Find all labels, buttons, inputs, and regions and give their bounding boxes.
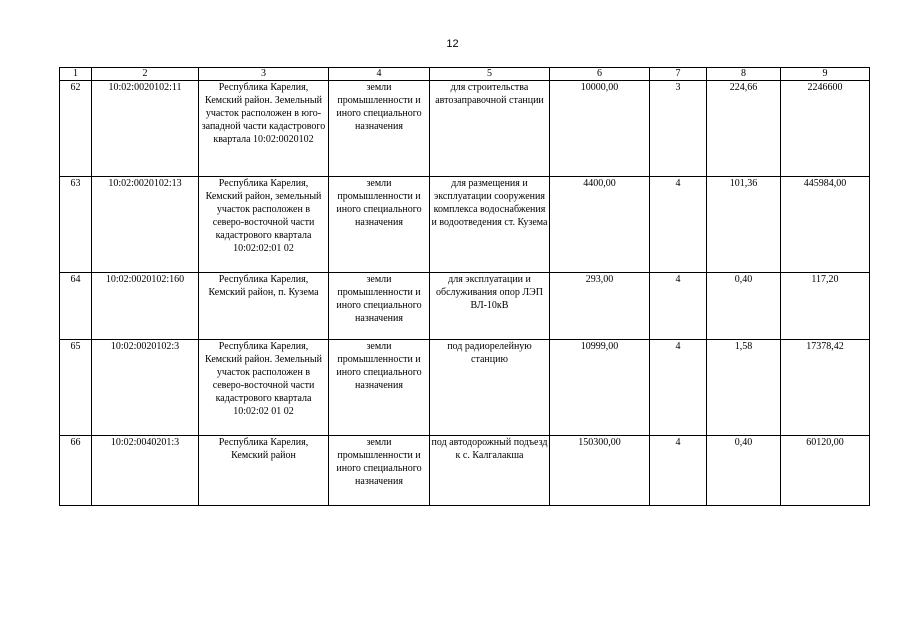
col-header: 2: [92, 68, 199, 81]
col-header: 3: [199, 68, 329, 81]
col-header: 5: [430, 68, 550, 81]
column-8-cell: 0,40: [707, 273, 781, 340]
cadastral-number: 10:02:0020102:13: [92, 177, 199, 273]
location-cell: Республика Карелия, Кемский район, п. Кузема: [199, 273, 329, 340]
row-number: 64: [60, 273, 92, 340]
cadastral-number: 10:02:0020102:160: [92, 273, 199, 340]
location-cell: Республика Карелия, Кемский район, земельный участок расположен в северо-восточной части кадастрового квартала 10:02:02:01 02: [199, 177, 329, 273]
col-header: 6: [550, 68, 650, 81]
column-7-cell: 4: [650, 340, 707, 436]
permitted-use-cell: для эксплуатации и обслуживания опор ЛЭП ВЛ-10кВ: [430, 273, 550, 340]
table-row: [60, 436, 870, 506]
col-header: 1: [60, 68, 92, 81]
land-category-cell: земли промышленности и иного специального назначения: [329, 340, 430, 436]
column-8-cell: 101,36: [707, 177, 781, 273]
header-row: [60, 68, 870, 81]
land-category-cell: земли промышленности и иного специального назначения: [329, 81, 430, 177]
col-header: 9: [781, 68, 870, 81]
row-number: 65: [60, 340, 92, 436]
column-8-cell: 0,40: [707, 436, 781, 506]
area-cell: 10999,00: [550, 340, 650, 436]
cadastral-number: 10:02:0020102:3: [92, 340, 199, 436]
column-9-cell: 60120,00: [781, 436, 870, 506]
land-category-cell: земли промышленности и иного специального назначения: [329, 273, 430, 340]
column-7-cell: 4: [650, 273, 707, 340]
location-cell: Республика Карелия, Кемский район. Земельный участок расположен в северо-восточной части кадастрового квартала 10:02:02 01 02: [199, 340, 329, 436]
area-cell: 4400,00: [550, 177, 650, 273]
table-row: [60, 273, 870, 340]
column-7-cell: 4: [650, 436, 707, 506]
land-category-cell: земли промышленности и иного специального назначения: [329, 177, 430, 273]
col-header: 4: [329, 68, 430, 81]
cadastral-number: 10:02:0020102:11: [92, 81, 199, 177]
column-7-cell: 3: [650, 81, 707, 177]
col-header: 8: [707, 68, 781, 81]
permitted-use-cell: под автодорожный подъезд к с. Калгалакша: [430, 436, 550, 506]
area-cell: 150300,00: [550, 436, 650, 506]
area-cell: 10000,00: [550, 81, 650, 177]
column-8-cell: 1,58: [707, 340, 781, 436]
row-number: 66: [60, 436, 92, 506]
location-cell: Республика Карелия, Кемский район. Земельный участок расположен в юго-западной части кадастрового квартала 10:02:0020102: [199, 81, 329, 177]
table-row: [60, 177, 870, 273]
page-number: 12: [446, 38, 459, 50]
area-cell: 293,00: [550, 273, 650, 340]
permitted-use-cell: для строительства автозаправочной станции: [430, 81, 550, 177]
column-7-cell: 4: [650, 177, 707, 273]
permitted-use-cell: для размещения и эксплуатации сооружения комплекса водоснабжения и водоотведения ст. Кузема: [430, 177, 550, 273]
column-9-cell: 17378,42: [781, 340, 870, 436]
location-cell: Республика Карелия, Кемский район: [199, 436, 329, 506]
row-number: 63: [60, 177, 92, 273]
col-header: 7: [650, 68, 707, 81]
table-row: [60, 340, 870, 436]
table-row: [60, 81, 870, 177]
cadastral-number: 10:02:0040201:3: [92, 436, 199, 506]
column-9-cell: 445984,00: [781, 177, 870, 273]
column-9-cell: 117,20: [781, 273, 870, 340]
land-plots-table: [59, 67, 870, 506]
column-8-cell: 224,66: [707, 81, 781, 177]
column-9-cell: 2246600: [781, 81, 870, 177]
permitted-use-cell: под радиорелейную станцию: [430, 340, 550, 436]
row-number: 62: [60, 81, 92, 177]
land-category-cell: земли промышленности и иного специального назначения: [329, 436, 430, 506]
